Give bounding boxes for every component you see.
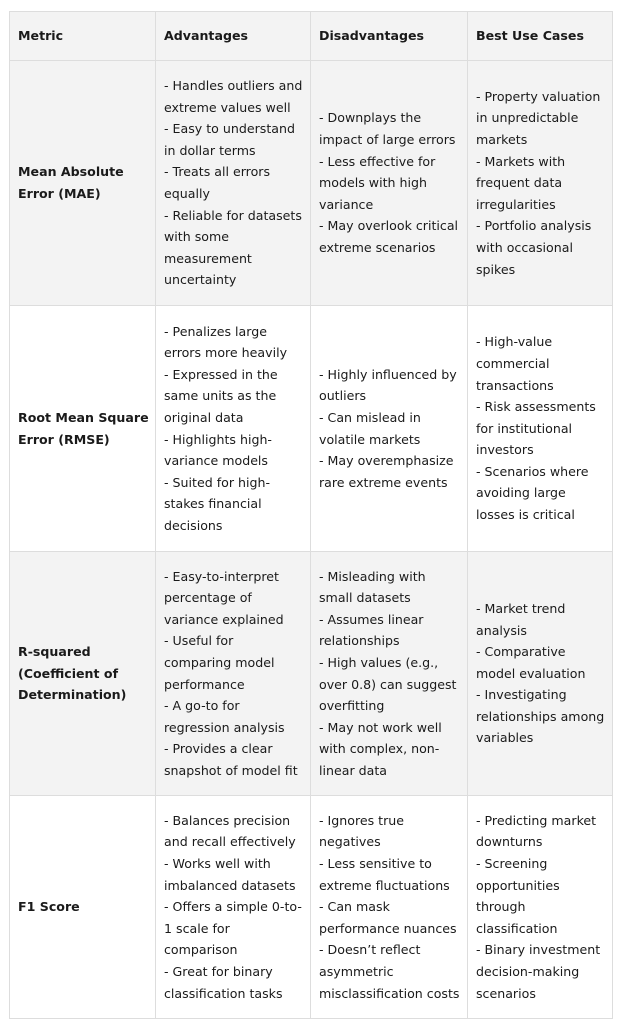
comparison-table-container bbox=[9, 11, 613, 1019]
list-item: - Property valuation in unpredictable markets bbox=[476, 88, 601, 148]
list-item: - Can mask performance nuances bbox=[319, 899, 457, 936]
list-item: - Misleading with small datasets bbox=[319, 568, 426, 606]
disadvantages-cell bbox=[311, 306, 468, 552]
disadvantages-list bbox=[319, 364, 461, 494]
list-item: - Offers a simple 0-to-1 scale for comparison bbox=[164, 899, 302, 958]
use-cases-list bbox=[476, 810, 606, 1004]
list-item: - May overlook critical extreme scenarios bbox=[319, 218, 459, 255]
list-item: - Downplays the impact of large errors bbox=[319, 110, 456, 148]
list-item: - Useful for comparing model performance bbox=[164, 633, 275, 692]
use-cases-list bbox=[476, 331, 606, 525]
list-item: - Can mislead in volatile markets bbox=[319, 409, 421, 447]
advantages-list bbox=[164, 321, 304, 537]
list-item: - Penalizes large errors more heavily bbox=[164, 323, 288, 361]
list-item: - May overemphasize rare extreme events bbox=[319, 453, 454, 490]
header-metric: Metric bbox=[10, 12, 156, 61]
use-cases-cell bbox=[468, 61, 613, 306]
use-cases-list bbox=[476, 86, 606, 280]
disadvantages-cell bbox=[311, 61, 468, 306]
list-item: - Easy-to-interpret percentage of variance explained bbox=[164, 568, 284, 627]
list-item: - Screening opportunities through classification bbox=[476, 856, 560, 936]
list-item: - Less effective for models with high variance bbox=[319, 153, 436, 212]
list-item: - Highlights high-variance models bbox=[164, 431, 272, 469]
list-item: - Highly influenced by outliers bbox=[319, 366, 457, 404]
disadvantages-list bbox=[319, 810, 461, 1004]
list-item: - Portfolio analysis with occasional spikes bbox=[476, 218, 592, 277]
use-cases-cell bbox=[468, 552, 613, 796]
list-item: - Scenarios where avoiding large losses is critical bbox=[476, 463, 589, 523]
list-item: - Easy to understand in dollar terms bbox=[164, 121, 295, 158]
advantages-cell bbox=[156, 61, 311, 306]
metric-name: R-squared (Coefficient of Determination) bbox=[10, 552, 156, 796]
list-item: - Investigating relationships among variables bbox=[476, 687, 605, 746]
table-header-row bbox=[10, 12, 613, 61]
disadvantages-list bbox=[319, 566, 461, 782]
table-row-r-squared bbox=[10, 552, 613, 796]
advantages-list bbox=[164, 810, 304, 1004]
list-item: - Expressed in the same units as the original data bbox=[164, 366, 278, 425]
list-item: - Assumes linear relationships bbox=[319, 611, 424, 649]
list-item: - Works well with imbalanced datasets bbox=[164, 856, 296, 893]
list-item: - May not work well with complex, non-linear data bbox=[319, 719, 442, 778]
disadvantages-cell bbox=[311, 796, 468, 1019]
use-cases-cell bbox=[468, 796, 613, 1019]
advantages-cell bbox=[156, 306, 311, 552]
use-cases-cell bbox=[468, 306, 613, 552]
list-item: - Market trend analysis bbox=[476, 600, 566, 638]
advantages-cell bbox=[156, 552, 311, 796]
list-item: - Risk assessments for institutional investors bbox=[476, 399, 596, 458]
list-item: - Doesn’t reflect asymmetric misclassification costs bbox=[319, 942, 460, 1001]
table-row-mae bbox=[10, 61, 613, 306]
list-item: - Provides a clear snapshot of model fit bbox=[164, 741, 298, 778]
metric-name: Mean Absolute Error (MAE) bbox=[10, 61, 156, 306]
disadvantages-list bbox=[319, 107, 461, 258]
advantages-list bbox=[164, 75, 304, 291]
list-item: - Balances precision and recall effectively bbox=[164, 812, 296, 850]
list-item: - Markets with frequent data irregularities bbox=[476, 153, 566, 212]
header-advantages: Advantages bbox=[156, 12, 311, 61]
metrics-comparison-table bbox=[9, 11, 613, 1019]
list-item: - Suited for high-stakes financial decisions bbox=[164, 474, 271, 533]
list-item: - High-value commercial transactions bbox=[476, 334, 554, 393]
advantages-cell bbox=[156, 796, 311, 1019]
list-item: - Comparative model evaluation bbox=[476, 644, 586, 681]
metric-name: F1 Score bbox=[10, 796, 156, 1019]
advantages-list bbox=[164, 566, 304, 782]
table-row-f1-score bbox=[10, 796, 613, 1019]
table-row-rmse bbox=[10, 306, 613, 552]
list-item: - Handles outliers and extreme values well bbox=[164, 78, 303, 115]
list-item: - Binary investment decision-making scenarios bbox=[476, 942, 601, 1001]
header-disadvantages: Disadvantages bbox=[311, 12, 468, 61]
disadvantages-cell bbox=[311, 552, 468, 796]
list-item: - Ignores true negatives bbox=[319, 812, 405, 850]
list-item: - High values (e.g., over 0.8) can suggest overfitting bbox=[319, 654, 457, 714]
list-item: - Great for binary classification tasks bbox=[164, 963, 283, 1001]
use-cases-list bbox=[476, 598, 606, 749]
metric-name: Root Mean Square Error (RMSE) bbox=[10, 306, 156, 552]
list-item: - Less sensitive to extreme fluctuations bbox=[319, 856, 450, 893]
list-item: - Reliable for datasets with some measurement uncertainty bbox=[164, 207, 302, 288]
list-item: - Treats all errors equally bbox=[164, 164, 271, 201]
list-item: - Predicting market downturns bbox=[476, 812, 597, 850]
list-item: - A go-to for regression analysis bbox=[164, 698, 285, 735]
header-best-use-cases: Best Use Cases bbox=[468, 12, 613, 61]
